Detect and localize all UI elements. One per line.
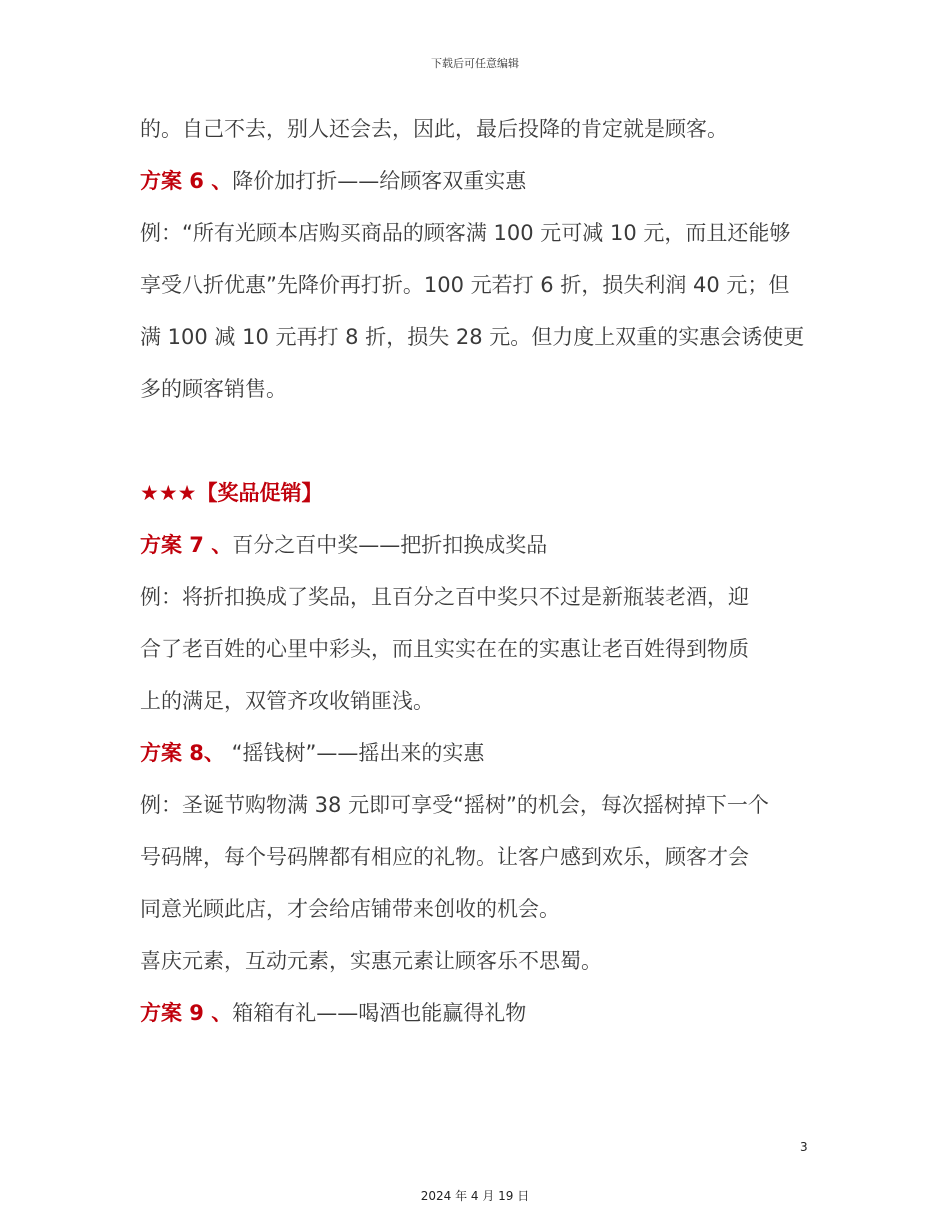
plan-9-heading [140, 987, 820, 1039]
paragraph-line: 满 100 减 10 元再打 8 折，损失 28 元。但力度上双重的实惠会诱使更 [140, 325, 805, 349]
plan-7-title: 百分之百中奖——把折扣换成奖品 [232, 533, 548, 557]
paragraph-line: 喜庆元素，互动元素，实惠元素让顾客乐不思蜀。 [140, 949, 602, 973]
paragraph-line: 上的满足，双管齐攻收销匪浅。 [140, 689, 434, 713]
paragraph-line: 同意光顾此店，才会给店铺带来创收的机会。 [140, 897, 560, 921]
blank-line [140, 415, 820, 467]
plan-6-heading [140, 155, 820, 207]
paragraph-line: 例：圣诞节购物满 38 元即可享受“摇树”的机会，每次摇树掉下一个 [140, 793, 769, 817]
page-header: 下载后可任意编辑 [431, 57, 519, 70]
plan-8-title: “摇钱树”——摇出来的实惠 [224, 741, 485, 765]
plan-9-title: 箱箱有礼——喝酒也能赢得礼物 [232, 1001, 527, 1025]
plan-9-label: 方案 9 、 [140, 1001, 233, 1025]
page-footer-date: 2024 年 4 月 19 日 [420, 1189, 530, 1203]
paragraph-line: 享受八折优惠”先降价再打折。100 元若打 6 折，损失利润 40 元；但 [140, 273, 790, 297]
plan-8-heading [140, 727, 820, 779]
plan-6-label: 方案 6 、 [140, 169, 233, 193]
star-icons: ★★★ [140, 481, 197, 505]
page-number: 3 [800, 1140, 808, 1154]
section-title: 【奖品促销】 [196, 481, 323, 505]
paragraph-line: 号码牌，每个号码牌都有相应的礼物。让客户感到欢乐，顾客才会 [140, 845, 749, 869]
section-heading [140, 467, 820, 519]
paragraph-line: 例：将折扣换成了奖品，且百分之百中奖只不过是新瓶装老酒，迎 [140, 585, 749, 609]
document-body [140, 103, 820, 1039]
paragraph-line: 合了老百姓的心里中彩头，而且实实在在的实惠让老百姓得到物质 [140, 637, 749, 661]
paragraph-line: 多的顾客销售。 [140, 377, 287, 401]
plan-6-title: 降价加打折——给顾客双重实惠 [232, 169, 527, 193]
plan-7-heading [140, 519, 820, 571]
plan-7-label: 方案 7 、 [140, 533, 233, 557]
plan-8-label: 方案 8、 [140, 741, 225, 765]
paragraph-line: 例：“所有光顾本店购买商品的顾客满 100 元可减 10 元，而且还能够 [140, 221, 791, 245]
paragraph-line: 的。自己不去，别人还会去，因此，最后投降的肯定就是顾客。 [140, 117, 728, 141]
